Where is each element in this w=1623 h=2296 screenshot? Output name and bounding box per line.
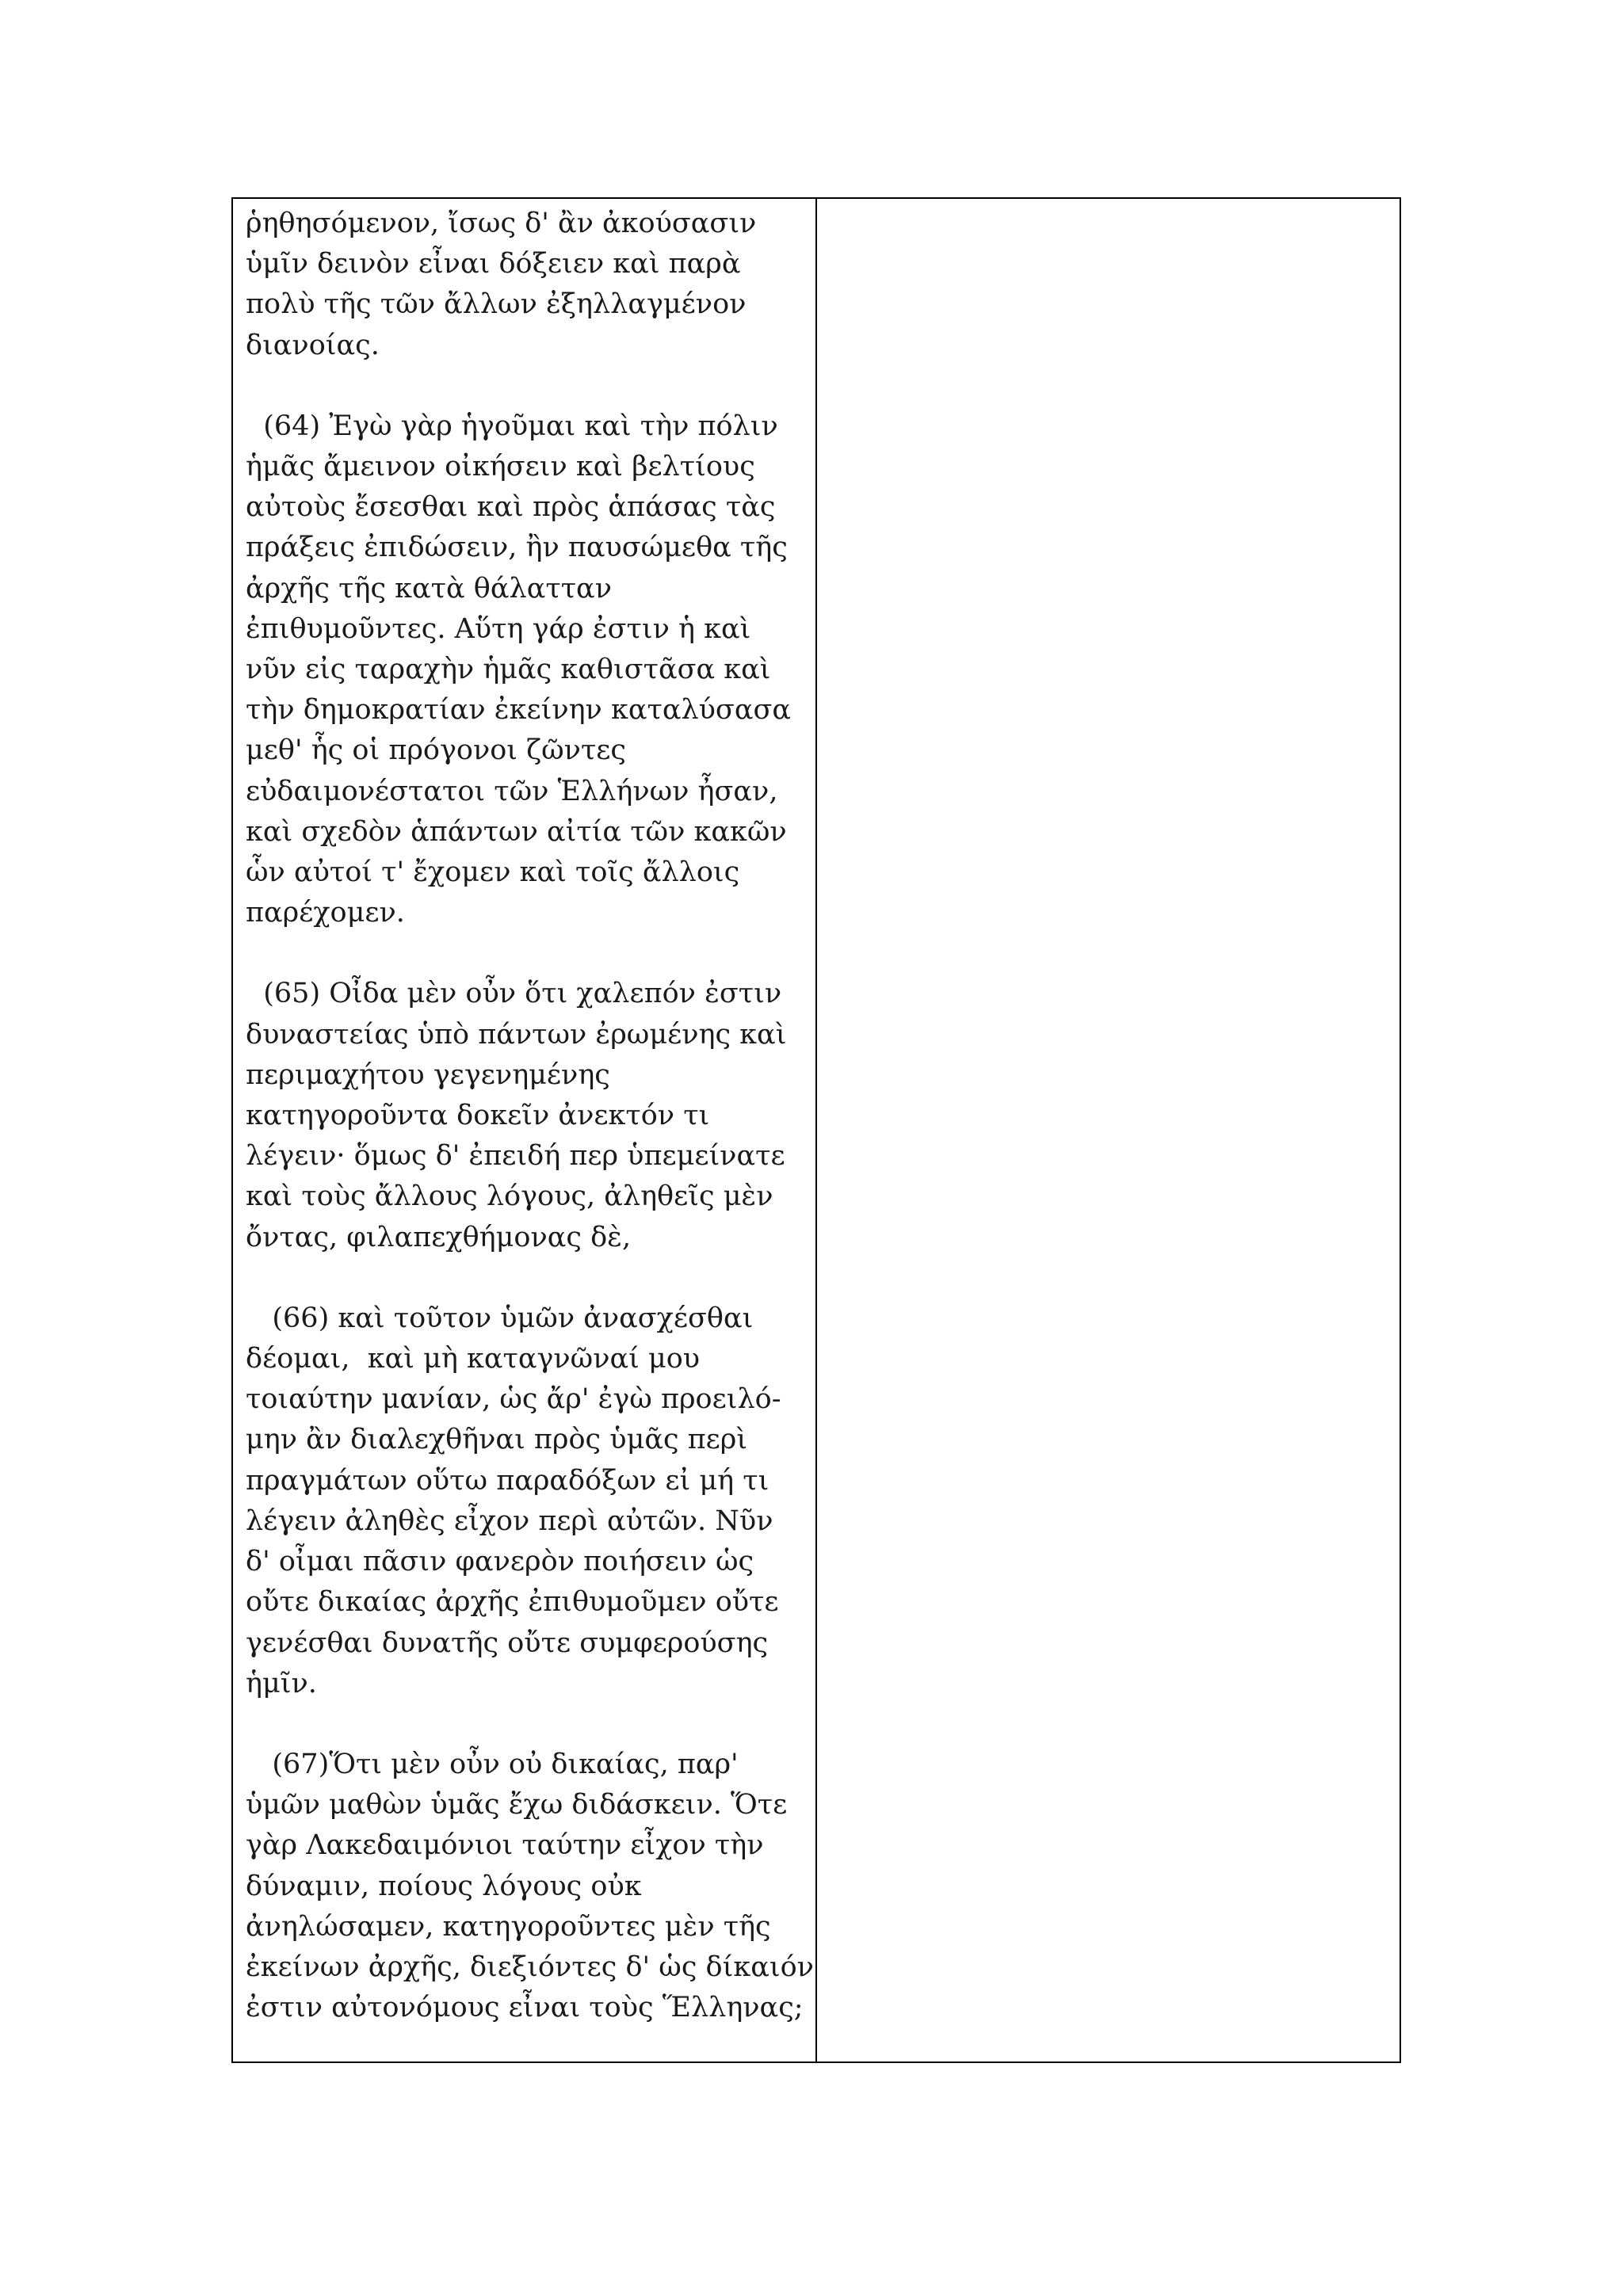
text-line: δυναστείας ὑπὸ πάντων ἐρωμένης καὶ bbox=[246, 1018, 787, 1051]
text-line: δύναμιν, ποίους λόγους οὐκ bbox=[246, 1870, 642, 1902]
text-line: κατηγοροῦντα δοκεῖν ἀνεκτόν τι bbox=[246, 1100, 710, 1132]
text-line: λέγειν· ὅμως δ' ἐπειδή περ ὑπεμείνατε bbox=[246, 1140, 785, 1173]
text-line: (67)Ὅτι μὲν οὖν οὐ δικαίας, παρ' bbox=[246, 1748, 739, 1780]
text-line: πραγμάτων οὕτω παραδόξων εἰ μή τι bbox=[246, 1464, 769, 1497]
text-line: μεθ' ἧς οἱ πρόγονοι ζῶντες bbox=[246, 734, 627, 767]
text-line: (64) Ἐγὼ γὰρ ἡγοῦμαι καὶ τὴν πόλιν bbox=[246, 410, 778, 442]
text-line: δέομαι, καὶ μὴ καταγνῶναί μου bbox=[246, 1343, 701, 1375]
text-line: καὶ τοὺς ἄλλους λόγους, ἀληθεῖς μὲν bbox=[246, 1180, 773, 1213]
text-line: διανοίας. bbox=[246, 329, 380, 361]
text-line: παρέχομεν. bbox=[246, 897, 405, 929]
text-line: καὶ σχεδὸν ἁπάντων αἰτία τῶν κακῶν bbox=[246, 815, 787, 848]
text-line: λέγειν ἀληθὲς εἶχον περὶ αὐτῶν. Νῦν bbox=[246, 1505, 773, 1537]
paragraph-65 bbox=[246, 974, 793, 1257]
text-line: ἀρχῆς τῆς κατὰ θάλατταν bbox=[246, 572, 612, 605]
text-line: ἐπιθυμοῦντες. Αὕτη γάρ ἐστιν ἡ καὶ bbox=[246, 612, 751, 645]
text-line: αὐτοὺς ἔσεσθαι καὶ πρὸς ἁπάσας τὰς bbox=[246, 491, 776, 524]
paragraph-64 bbox=[246, 406, 793, 934]
text-line: ὑμῶν μαθὼν ὑμᾶς ἔχω διδάσκειν. Ὅτε bbox=[246, 1789, 788, 1821]
text-line: γενέσθαι δυνατῆς οὔτε συμφερούσης bbox=[246, 1627, 769, 1659]
text-line: ἐστιν αὐτονόμους εἶναι τοὺς Ἕλληνας; bbox=[246, 1992, 804, 2024]
text-line: ῥηθησόμενον, ἴσως δ' ἂν ἀκούσασιν bbox=[246, 208, 757, 239]
text-line: νῦν εἰς ταραχὴν ἡμᾶς καθιστᾶσα καὶ bbox=[246, 654, 771, 686]
left-column-cell bbox=[233, 199, 817, 2061]
text-line: δ' οἶμαι πᾶσιν φανερὸν ποιήσειν ὡς bbox=[246, 1546, 754, 1578]
text-line: τοιαύτην μανίαν, ὡς ἄρ' ἐγὼ προειλό- bbox=[246, 1383, 781, 1416]
two-column-table bbox=[231, 197, 1401, 2063]
paragraph-67 bbox=[246, 1745, 814, 2028]
text-line: περιμαχήτου γεγενημένης bbox=[246, 1058, 610, 1091]
text-line: ἡμῖν. bbox=[246, 1667, 317, 1699]
text-line: τὴν δημοκρατίαν ἐκείνην καταλύσασα bbox=[246, 694, 791, 727]
text-line: ἡμᾶς ἄμεινον οἰκήσειν καὶ βελτίους bbox=[246, 451, 755, 483]
text-line: πολὺ τῆς τῶν ἄλλων ἐξηλλαγμένον bbox=[246, 288, 747, 321]
text-line: ὧν αὐτοί τ' ἔχομεν καὶ τοῖς ἄλλοις bbox=[246, 856, 740, 889]
right-column-cell bbox=[817, 199, 1400, 2061]
text-line: γὰρ Λακεδαιμόνιοι ταύτην εἶχον τὴν bbox=[246, 1829, 764, 1862]
paragraph-66 bbox=[246, 1299, 793, 1704]
text-line: ἀνηλώσαμεν, κατηγοροῦντες μὲν τῆς bbox=[246, 1910, 771, 1943]
text-line: ὄντας, φιλαπεχθήμονας δὲ, bbox=[246, 1221, 632, 1253]
text-line: εὐδαιμονέστατοι τῶν Ἑλλήνων ἦσαν, bbox=[246, 775, 778, 807]
paragraph-1 bbox=[246, 204, 793, 366]
text-line: (65) Οἶδα μὲν οὖν ὅτι χαλεπόν ἐστιν bbox=[246, 978, 782, 1010]
text-line: μην ἂν διαλεχθῆναι πρὸς ὑμᾶς περὶ bbox=[246, 1424, 748, 1456]
text-line: οὔτε δικαίας ἀρχῆς ἐπιθυμοῦμεν οὔτε bbox=[246, 1586, 779, 1619]
text-line: ὑμῖν δεινὸν εἶναι δόξειεν καὶ παρὰ bbox=[246, 248, 741, 280]
text-line: πράξεις ἐπιδώσειν, ἢν παυσώμεθα τῆς bbox=[246, 532, 788, 564]
text-line: (66) καὶ τοῦτον ὑμῶν ἀνασχέσθαι bbox=[246, 1302, 754, 1334]
text-line: ἐκείνων ἀρχῆς, διεξιόντες δ' ὡς δίκαιόν bbox=[246, 1951, 814, 1983]
